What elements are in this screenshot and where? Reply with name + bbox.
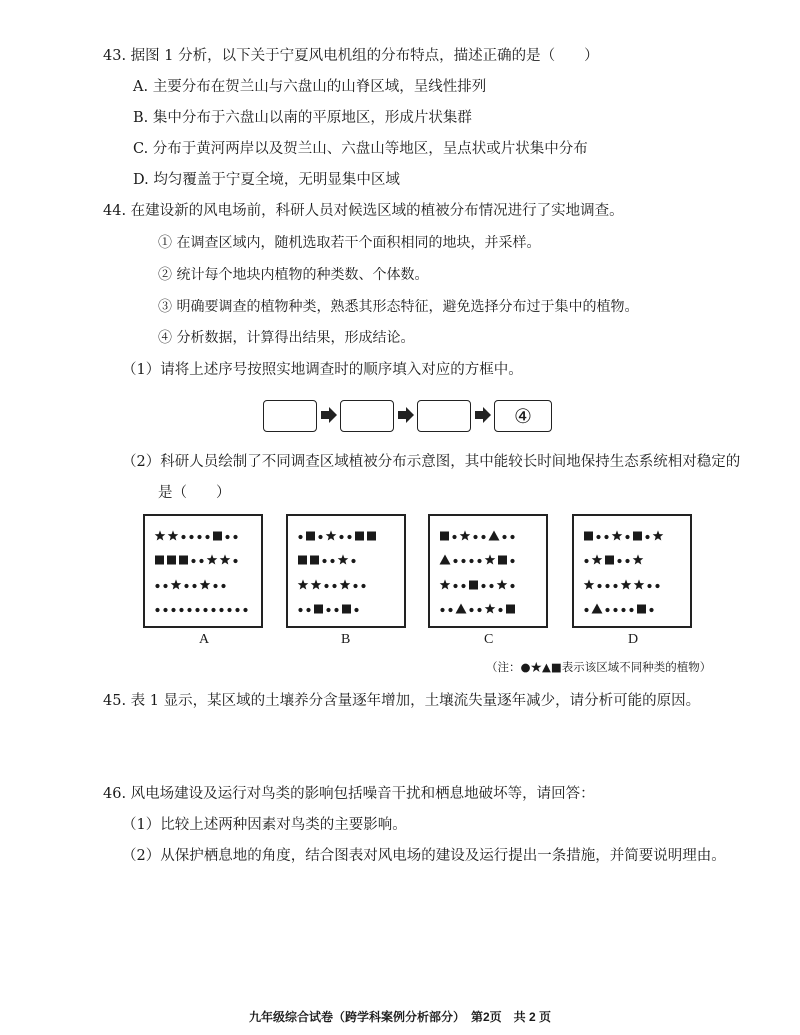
dot-symbol: [510, 535, 514, 539]
star-symbol: [311, 579, 322, 589]
q43-option-c: C. 分布于黄河两岸以及贺兰山、六盘山等地区，呈点状或片状集中分布: [133, 141, 588, 157]
dot-symbol: [489, 584, 493, 588]
dot-symbol: [498, 608, 502, 612]
distribution-panel-a[interactable]: [143, 514, 263, 628]
dot-symbol: [453, 559, 457, 563]
q44-step-3: ③ 明确要调查的植物种类，熟悉其形态特征，避免选择分布过于集中的植物。: [158, 299, 639, 315]
star-symbol: [460, 530, 471, 540]
square-symbol: [584, 532, 593, 541]
star-symbol: [220, 554, 231, 564]
star-symbol: [584, 579, 595, 589]
square-symbol: [355, 532, 364, 541]
dot-symbol: [584, 559, 588, 563]
q43-option-d: D. 均匀覆盖于宁夏全境，无明显集中区域: [133, 172, 400, 188]
dot-symbol: [461, 584, 465, 588]
dot-symbol: [477, 608, 481, 612]
star-symbol: [621, 579, 632, 589]
star-symbol: [485, 603, 496, 613]
dot-symbol: [298, 535, 302, 539]
panel-label-a: A: [199, 632, 210, 647]
flow-arrow-icon: [474, 405, 492, 425]
dot-symbol: [440, 608, 444, 612]
flow-arrow-icon: [397, 405, 415, 425]
dot-symbol: [163, 584, 167, 588]
star-symbol: [633, 554, 644, 564]
dot-symbol: [584, 608, 588, 612]
dot-symbol: [473, 535, 477, 539]
dot-symbol: [647, 584, 651, 588]
panel-label-c: C: [484, 632, 494, 647]
dot-symbol: [510, 584, 514, 588]
dot-symbol: [171, 608, 175, 612]
dot-symbol: [605, 608, 609, 612]
dot-symbol: [625, 535, 629, 539]
dot-symbol: [155, 584, 159, 588]
dot-symbol: [361, 584, 365, 588]
dot-symbol: [221, 584, 225, 588]
q44-step-2: ② 统计每个地块内植物的种类数、个体数。: [158, 267, 429, 283]
dot-symbol: [510, 559, 514, 563]
dot-symbol: [605, 584, 609, 588]
dot-symbol: [219, 608, 223, 612]
dot-symbol: [481, 535, 485, 539]
flow-arrow-icon: [320, 405, 338, 425]
dot-symbol: [213, 584, 217, 588]
dot-symbol: [469, 608, 473, 612]
triangle-symbol: [440, 555, 451, 565]
q46-stem: 46. 风电场建设及运行对鸟类的影响包括噪音干扰和栖息地破坏等，请回答：: [103, 786, 595, 802]
distribution-panel-b[interactable]: [286, 514, 406, 628]
triangle-symbol: [592, 604, 603, 614]
page-footer: 九年级综合试卷（跨学科案例分析部分） 第2页 共 2 页: [248, 1010, 552, 1024]
q44-step-4: ④ 分析数据，计算得出结果，形成结论。: [158, 330, 415, 346]
panel-a-svg: [145, 516, 261, 626]
dot-symbol: [502, 535, 506, 539]
square-symbol: [314, 605, 323, 614]
square-symbol: [310, 556, 319, 565]
dot-symbol: [351, 559, 355, 563]
square-symbol: [213, 532, 222, 541]
star-symbol: [298, 579, 309, 589]
square-symbol: [440, 532, 449, 541]
star-symbol: [485, 554, 496, 564]
dot-symbol: [179, 608, 183, 612]
flow-box-3[interactable]: [417, 400, 471, 432]
panel-label-d: D: [628, 632, 639, 647]
q44-sub2-line2: 是（ ）: [158, 485, 231, 501]
flow-box-4: ④: [494, 400, 552, 432]
flow-box-1[interactable]: [263, 400, 317, 432]
square-symbol: [342, 605, 351, 614]
star-symbol: [497, 579, 508, 589]
dot-symbol: [197, 535, 201, 539]
dot-symbol: [326, 608, 330, 612]
q44-sub2-line1: （2）科研人员绘制了不同调查区域植被分布示意图，其中能较长时间地保持生态系统相对稳定的: [122, 454, 741, 470]
dot-symbol: [227, 608, 231, 612]
distribution-panel-c[interactable]: [428, 514, 548, 628]
star-symbol: [653, 530, 664, 540]
dot-symbol: [203, 608, 207, 612]
dot-symbol: [649, 608, 653, 612]
dot-symbol: [322, 559, 326, 563]
dot-symbol: [469, 559, 473, 563]
distribution-panel-d[interactable]: [572, 514, 692, 628]
star-symbol: [338, 554, 349, 564]
q43-option-a: A. 主要分布在贺兰山与六盘山的山脊区域，呈线性排列: [133, 79, 487, 95]
dot-symbol: [189, 535, 193, 539]
dot-symbol: [225, 535, 229, 539]
dot-symbol: [617, 559, 621, 563]
dot-symbol: [187, 608, 191, 612]
star-symbol: [168, 530, 179, 540]
star-symbol: [155, 530, 166, 540]
star-symbol: [634, 579, 645, 589]
dot-symbol: [347, 535, 351, 539]
dot-symbol: [621, 608, 625, 612]
q43-stem: 43. 据图 1 分析，以下关于宁夏风电机组的分布特点，描述正确的是（ ）: [103, 48, 599, 64]
star-symbol: [207, 554, 218, 564]
flow-box-2[interactable]: [340, 400, 394, 432]
symbol-note: （注：●★▲■表示该区域不同种类的植物）: [486, 660, 712, 674]
star-symbol: [340, 579, 351, 589]
dot-symbol: [184, 584, 188, 588]
star-symbol: [171, 579, 182, 589]
dot-symbol: [339, 535, 343, 539]
dot-symbol: [298, 608, 302, 612]
dot-symbol: [353, 584, 357, 588]
dot-symbol: [192, 584, 196, 588]
dot-symbol: [332, 584, 336, 588]
dot-symbol: [235, 608, 239, 612]
star-symbol: [200, 579, 211, 589]
q44-step-1: ① 在调查区域内，随机选取若干个面积相同的地块，并采样。: [158, 235, 541, 251]
dot-symbol: [596, 535, 600, 539]
q44-sub1: （1）请将上述序号按照实地调查时的顺序填入对应的方框中。: [122, 362, 523, 378]
panel-d-svg: [574, 516, 690, 626]
square-symbol: [633, 532, 642, 541]
panel-label-b: B: [341, 632, 351, 647]
square-symbol: [367, 532, 376, 541]
dot-symbol: [163, 608, 167, 612]
dot-symbol: [191, 559, 195, 563]
q44-stem: 44. 在建设新的风电场前，科研人员对候选区域的植被分布情况进行了实地调查。: [103, 203, 624, 219]
dot-symbol: [181, 535, 185, 539]
dot-symbol: [306, 608, 310, 612]
dot-symbol: [613, 608, 617, 612]
square-symbol: [179, 556, 188, 565]
dot-symbol: [334, 608, 338, 612]
dot-symbol: [155, 608, 159, 612]
square-symbol: [605, 556, 614, 565]
dot-symbol: [645, 535, 649, 539]
dot-symbol: [604, 535, 608, 539]
dot-symbol: [625, 559, 629, 563]
q45-stem: 45. 表 1 显示，某区域的土壤养分含量逐年增加，土壤流失量逐年减少，请分析可能的原因。: [103, 693, 701, 709]
square-symbol: [469, 581, 478, 590]
square-symbol: [167, 556, 176, 565]
star-symbol: [612, 530, 623, 540]
dot-symbol: [233, 535, 237, 539]
dot-symbol: [330, 559, 334, 563]
panel-c-svg: [430, 516, 546, 626]
triangle-symbol: [456, 604, 467, 614]
square-symbol: [498, 556, 507, 565]
square-symbol: [298, 556, 307, 565]
dot-symbol: [453, 584, 457, 588]
square-symbol: [637, 605, 646, 614]
dot-symbol: [233, 559, 237, 563]
star-symbol: [440, 579, 451, 589]
dot-symbol: [211, 608, 215, 612]
square-symbol: [155, 556, 164, 565]
q46-sub2: （2）从保护栖息地的角度，结合图表对风电场的建设及运行提出一条措施，并简要说明理由。: [122, 848, 726, 864]
q46-sub1: （1）比较上述两种因素对鸟类的主要影响。: [122, 817, 407, 833]
dot-symbol: [195, 608, 199, 612]
dot-symbol: [354, 608, 358, 612]
dot-symbol: [199, 559, 203, 563]
dot-symbol: [477, 559, 481, 563]
dot-symbol: [324, 584, 328, 588]
dot-symbol: [655, 584, 659, 588]
dot-symbol: [448, 608, 452, 612]
square-symbol: [306, 532, 315, 541]
star-symbol: [326, 530, 337, 540]
square-symbol: [506, 605, 515, 614]
dot-symbol: [243, 608, 247, 612]
q43-option-b: B. 集中分布于六盘山以南的平原地区，形成片状集群: [133, 110, 472, 126]
star-symbol: [592, 554, 603, 564]
dot-symbol: [461, 559, 465, 563]
dot-symbol: [452, 535, 456, 539]
triangle-symbol: [489, 531, 500, 541]
dot-symbol: [629, 608, 633, 612]
dot-symbol: [613, 584, 617, 588]
dot-symbol: [597, 584, 601, 588]
dot-symbol: [205, 535, 209, 539]
dot-symbol: [318, 535, 322, 539]
panel-b-svg: [288, 516, 404, 626]
dot-symbol: [481, 584, 485, 588]
